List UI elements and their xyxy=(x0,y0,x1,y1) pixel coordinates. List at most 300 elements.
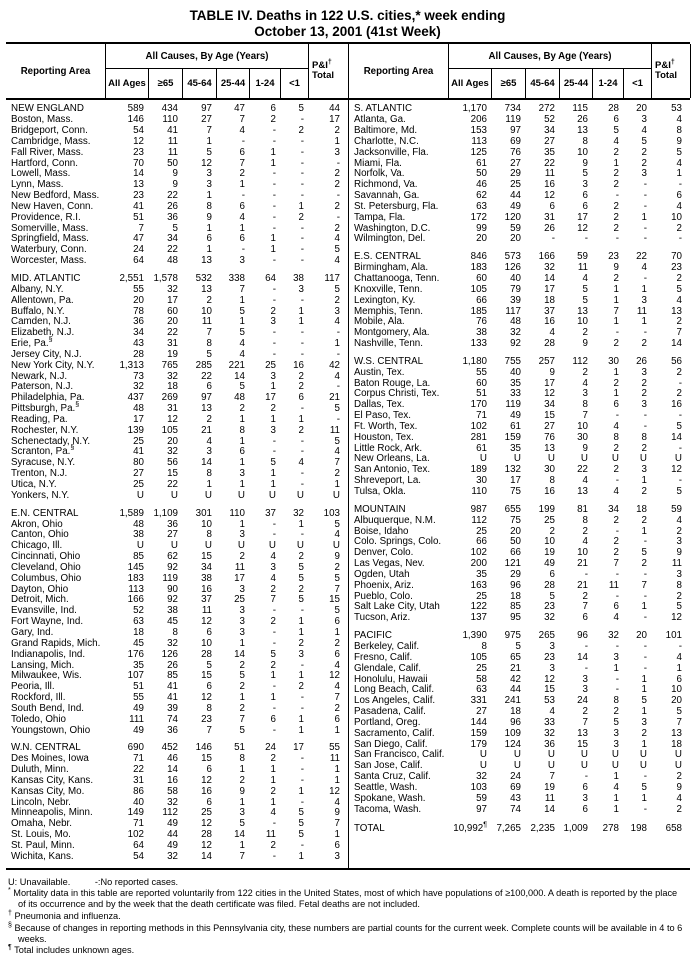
cell-value: 3 xyxy=(239,626,245,638)
cell-value: - xyxy=(272,605,276,617)
cell-value: 9 xyxy=(676,135,682,147)
cell-value: 36 xyxy=(167,518,178,530)
cell-value: 2 xyxy=(549,525,555,537)
city-name: Detroit, Mich. xyxy=(11,594,69,606)
cell-value: U xyxy=(580,453,588,465)
cell-value: 119 xyxy=(162,572,178,584)
cell-value: - xyxy=(300,114,304,126)
cell-value: 69 xyxy=(510,135,521,147)
cell-value: 16 xyxy=(201,583,212,595)
cell-value: U xyxy=(674,453,682,465)
cell-value: 6 xyxy=(239,200,245,212)
cell-value: - xyxy=(272,327,276,339)
cell-value: - xyxy=(643,662,647,674)
cell-value: 7,265 xyxy=(496,823,521,835)
cell-value: 6 xyxy=(334,713,340,725)
cell-value: 34 xyxy=(201,561,212,573)
cell-value: 1 xyxy=(334,724,340,736)
city-row xyxy=(6,256,348,267)
cell-value: 9 xyxy=(549,366,555,378)
cell-value: U xyxy=(639,760,647,772)
cell-value: 5 xyxy=(515,640,521,652)
cell-value: U xyxy=(479,760,487,772)
cell-value: 2 xyxy=(206,413,212,425)
cell-value: - xyxy=(300,764,304,776)
cell-value: 6 xyxy=(334,840,340,851)
cell-value: 183 xyxy=(127,572,144,584)
cell-value: 92 xyxy=(510,338,521,350)
cell-value: 74 xyxy=(510,803,521,815)
region-section xyxy=(349,505,690,624)
region-name: E.S. CENTRAL xyxy=(354,251,421,263)
cell-value: 12 xyxy=(201,818,212,830)
cell-value: - xyxy=(584,640,588,652)
city-name: Colo. Springs, Colo. xyxy=(354,536,442,548)
cell-value: 26 xyxy=(167,200,178,212)
cell-value: 55 xyxy=(133,283,144,295)
cell-value: 2 xyxy=(641,514,647,526)
cell-value: 41 xyxy=(133,200,144,212)
cell-value: 1 xyxy=(298,670,304,682)
cell-value: - xyxy=(300,403,304,415)
cell-value: 6 xyxy=(676,673,682,685)
cell-value: 75 xyxy=(510,486,521,497)
cell-value: 1 xyxy=(298,626,304,638)
cell-value: 5 xyxy=(298,103,304,115)
cell-value: 5 xyxy=(334,572,340,584)
cell-value: 25 xyxy=(544,514,555,526)
cell-value: 11 xyxy=(636,305,647,317)
col-lt1: <1 xyxy=(280,69,308,98)
cell-value: 49 xyxy=(167,818,178,830)
cell-value: - xyxy=(300,605,304,617)
cell-value: 64 xyxy=(133,840,144,851)
cell-value: 126 xyxy=(504,262,521,274)
cell-value: 4 xyxy=(582,272,588,284)
cell-value: - xyxy=(643,568,647,580)
city-name: Houston, Tex. xyxy=(354,431,414,443)
cell-value: 51 xyxy=(234,742,245,754)
cell-value: 20 xyxy=(510,233,521,245)
cell-value: 9 xyxy=(172,168,178,180)
cell-value: 8 xyxy=(172,626,178,638)
table-title xyxy=(0,0,695,39)
cell-value: 4 xyxy=(676,651,682,663)
cell-value: 153 xyxy=(470,125,487,136)
cell-value: 1 xyxy=(270,146,276,158)
city-row xyxy=(6,787,348,798)
cell-value: 1 xyxy=(206,479,212,490)
cell-value: U xyxy=(639,749,647,761)
cell-value: U xyxy=(580,760,588,772)
cell-value: 2 xyxy=(676,525,682,537)
city-name: South Bend, Ind. xyxy=(11,702,84,714)
cell-value: 44 xyxy=(510,190,521,202)
total-row xyxy=(349,824,690,835)
cell-value: 281 xyxy=(470,431,487,443)
cell-value: 8 xyxy=(206,529,212,541)
cell-value: 23 xyxy=(608,251,619,263)
cell-value: 110 xyxy=(162,114,178,126)
cell-value: 79 xyxy=(510,283,521,295)
cell-value: 112 xyxy=(162,807,178,819)
cell-value: 16 xyxy=(544,316,555,328)
cell-value: 2 xyxy=(641,442,647,454)
cell-value: 2,551 xyxy=(119,272,144,284)
deaths-table xyxy=(6,42,690,869)
cell-value: 32 xyxy=(167,370,178,382)
table-header-right xyxy=(349,44,690,100)
cell-value: 12 xyxy=(671,464,682,476)
cell-value: 13 xyxy=(671,305,682,317)
cell-value: 2 xyxy=(239,403,245,415)
cell-value: 16 xyxy=(201,785,212,797)
cell-value: 6 xyxy=(613,601,619,613)
city-name: Baton Rouge, La. xyxy=(354,377,431,389)
cell-value: 1 xyxy=(334,626,340,638)
cell-value: 2 xyxy=(613,272,619,284)
cell-value: 112 xyxy=(572,355,588,367)
cell-value: 241 xyxy=(504,695,521,707)
cell-value: - xyxy=(300,222,304,234)
cell-value: 63 xyxy=(133,616,144,628)
cell-value: - xyxy=(300,338,304,350)
cell-value: 39 xyxy=(510,294,521,306)
city-name: Honolulu, Hawaii xyxy=(354,673,428,685)
cell-value: - xyxy=(336,157,340,169)
cell-value: 42 xyxy=(329,359,340,371)
footnote-marker: ¶ xyxy=(8,944,12,952)
cell-value: 24 xyxy=(265,742,276,754)
cell-value: 8 xyxy=(549,475,555,487)
city-name: Rochester, N.Y. xyxy=(11,424,79,436)
cell-value: 3 xyxy=(206,446,212,458)
cell-value: 38 xyxy=(293,272,304,284)
cell-value: 25 xyxy=(234,594,245,606)
cell-value: 50 xyxy=(476,168,487,180)
city-row xyxy=(349,581,690,592)
cell-value: 19 xyxy=(544,781,555,793)
cell-value: - xyxy=(336,190,340,202)
cell-value: 2 xyxy=(613,179,619,191)
cell-value: 7 xyxy=(334,457,340,469)
cell-value: 31 xyxy=(544,211,555,223)
cell-value: 6 xyxy=(206,626,212,638)
cell-value: 6 xyxy=(613,399,619,411)
cell-value: 4 xyxy=(613,612,619,624)
cell-value: 5 xyxy=(334,283,340,295)
cell-value: - xyxy=(643,420,647,432)
city-name: Minneapolis, Minn. xyxy=(11,807,93,819)
cell-value: 10 xyxy=(544,536,555,548)
col-all-ages: All Ages xyxy=(108,77,146,89)
table-body-right xyxy=(349,100,690,840)
cell-value: 9 xyxy=(613,262,619,274)
cell-value: 122 xyxy=(470,601,487,613)
city-name: Charlotte, N.C. xyxy=(354,135,419,147)
cell-value: 110 xyxy=(471,486,487,497)
cell-value: 185 xyxy=(470,305,487,317)
city-name: El Paso, Tex. xyxy=(354,410,411,422)
cell-value: 14 xyxy=(201,850,212,862)
cell-value: 2 xyxy=(641,338,647,350)
cell-value: 2 xyxy=(298,211,304,223)
cell-value: 6 xyxy=(206,764,212,776)
region-section xyxy=(6,274,348,502)
city-name: Salt Lake City, Utah xyxy=(354,601,440,613)
cell-value: 6 xyxy=(206,381,212,393)
cell-value: 4 xyxy=(239,348,245,360)
cell-value: 59 xyxy=(476,792,487,804)
cell-value: 76 xyxy=(510,146,521,158)
cell-value: 51 xyxy=(476,388,487,400)
city-row xyxy=(6,726,348,737)
cell-value: 163 xyxy=(470,579,487,591)
cell-value: 36 xyxy=(133,316,144,328)
cell-value: 5 xyxy=(641,695,647,707)
cell-value: 1 xyxy=(641,601,647,613)
cell-value: 975 xyxy=(504,630,521,642)
cell-value: 55 xyxy=(133,692,144,704)
cell-value: - xyxy=(300,233,304,245)
cell-value: 32 xyxy=(544,612,555,624)
cell-value: 11 xyxy=(167,146,178,158)
cell-value: 23 xyxy=(133,190,144,202)
cell-value: - xyxy=(300,774,304,786)
cell-value: 15 xyxy=(329,594,340,606)
reporting-area-header: Reporting Area xyxy=(349,44,449,98)
cell-value: 2 xyxy=(239,659,245,671)
cell-value: 9 xyxy=(676,781,682,793)
cell-value: 7 xyxy=(270,594,276,606)
cell-value: 5 xyxy=(334,403,340,415)
city-name: San Antonio, Tex. xyxy=(354,464,431,476)
cell-value: - xyxy=(336,381,340,393)
cell-value: 11 xyxy=(329,753,340,765)
cell-value: 74 xyxy=(167,713,178,725)
cell-value: U xyxy=(332,540,340,552)
cell-value: 113 xyxy=(128,583,144,595)
cell-value: - xyxy=(584,771,588,783)
cell-value: 36 xyxy=(544,738,555,750)
cell-value: 2 xyxy=(334,294,340,306)
cell-value: 27 xyxy=(510,157,521,169)
city-row xyxy=(6,650,348,661)
cell-value: 5 xyxy=(334,518,340,530)
cell-value: 6 xyxy=(239,233,245,245)
cell-value: 4 xyxy=(334,233,340,245)
cell-value: 11 xyxy=(608,579,619,591)
cell-value: 2 xyxy=(582,525,588,537)
cell-value: 92 xyxy=(167,561,178,573)
cell-value: 1 xyxy=(239,294,245,306)
cell-value: 9 xyxy=(582,442,588,454)
cell-value: 6 xyxy=(582,781,588,793)
cell-value: - xyxy=(643,651,647,663)
col-1-24: 1-24 xyxy=(592,69,623,98)
cell-value: 2 xyxy=(613,464,619,476)
city-name: San Diego, Calif. xyxy=(354,738,428,750)
cell-value: 80 xyxy=(133,457,144,469)
cell-value: - xyxy=(272,222,276,234)
cell-value: 4 xyxy=(582,377,588,389)
col-25-44: 25-44 xyxy=(216,69,249,98)
cell-value: 7 xyxy=(582,716,588,728)
table-body-left xyxy=(6,100,348,867)
cell-value: 62 xyxy=(476,190,487,202)
cell-value: 3 xyxy=(641,294,647,306)
cell-value: 28 xyxy=(201,648,212,660)
cell-value: 3 xyxy=(549,662,555,674)
cell-value: 2 xyxy=(613,514,619,526)
cell-value: 18 xyxy=(167,381,178,393)
cell-value: - xyxy=(643,612,647,624)
city-name: Yonkers, N.Y. xyxy=(11,489,70,501)
cell-value: 146 xyxy=(195,742,212,754)
cell-value: 101 xyxy=(665,630,682,642)
cell-value: 26 xyxy=(577,114,588,126)
cell-value: 1 xyxy=(298,713,304,725)
cell-value: 9 xyxy=(582,338,588,350)
city-name: Canton, Ohio xyxy=(11,529,69,541)
cell-value: 5 xyxy=(676,420,682,432)
cell-value: 9 xyxy=(676,547,682,559)
cell-value: 17 xyxy=(544,377,555,389)
cell-value: 1 xyxy=(298,518,304,530)
cell-value: 18 xyxy=(671,738,682,750)
cell-value: 32 xyxy=(544,262,555,274)
cell-value: 2,235 xyxy=(530,823,555,835)
cell-value: 2 xyxy=(613,377,619,389)
city-name: Kansas City, Mo. xyxy=(11,785,85,797)
cell-value: 97 xyxy=(201,103,212,115)
cell-value: 846 xyxy=(470,251,487,263)
cell-value: 3 xyxy=(239,807,245,819)
cell-value: 14 xyxy=(167,764,178,776)
cell-value: - xyxy=(643,200,647,212)
cell-value: 36 xyxy=(167,211,178,223)
cell-value: 23 xyxy=(544,601,555,613)
cell-value: 3 xyxy=(206,168,212,180)
cell-value: - xyxy=(300,659,304,671)
cell-value: 1 xyxy=(613,294,619,306)
cell-value: 119 xyxy=(505,399,521,411)
cell-value: 1 xyxy=(613,283,619,295)
cell-value: 3 xyxy=(613,651,619,663)
city-name: New Orleans, La. xyxy=(354,453,430,465)
cell-value: 3 xyxy=(582,684,588,696)
reporting-area-header: Reporting Area xyxy=(6,44,106,98)
cell-value: - xyxy=(643,771,647,783)
cell-value: 48 xyxy=(510,316,521,328)
cell-value: 5 xyxy=(239,305,245,317)
cell-value: 117 xyxy=(505,305,521,317)
city-name: Milwaukee, Wis. xyxy=(11,670,82,682)
cell-value: 8 xyxy=(582,514,588,526)
city-name: Long Beach, Calif. xyxy=(354,684,435,696)
cell-value: 81 xyxy=(577,503,588,515)
cell-value: 21 xyxy=(577,558,588,570)
cell-value: 4 xyxy=(676,114,682,126)
cell-value: 55 xyxy=(476,366,487,378)
cell-value: 5 xyxy=(582,294,588,306)
city-row xyxy=(6,491,348,502)
cell-value: - xyxy=(643,272,647,284)
cell-value: 1 xyxy=(641,738,647,750)
cell-value: 34 xyxy=(133,327,144,339)
cell-value: 10 xyxy=(201,305,212,317)
city-row xyxy=(349,613,690,624)
cell-value: 206 xyxy=(470,114,487,126)
city-row xyxy=(349,729,690,740)
city-name: Scranton, Pa.§ xyxy=(11,445,75,458)
cell-value: - xyxy=(615,568,619,580)
cell-value: 3 xyxy=(239,468,245,480)
city-name: Bridgeport, Conn. xyxy=(11,125,88,136)
cell-value: 96 xyxy=(577,630,588,642)
cell-value: 8 xyxy=(206,702,212,714)
cell-value: 1 xyxy=(239,637,245,649)
cell-value: 48 xyxy=(133,518,144,530)
cell-value: 11 xyxy=(544,792,555,804)
city-name: Duluth, Minn. xyxy=(11,764,69,776)
cell-value: 5 xyxy=(206,348,212,360)
cell-value: 2 xyxy=(613,442,619,454)
cell-value: 1 xyxy=(334,135,340,147)
cell-value: 66 xyxy=(510,547,521,559)
cell-value: 2 xyxy=(270,403,276,415)
cell-value: 17 xyxy=(265,392,276,404)
cell-value: 32 xyxy=(510,327,521,339)
cell-value: 2 xyxy=(676,771,682,783)
cell-value: 5 xyxy=(676,146,682,158)
cell-value: 3 xyxy=(641,464,647,476)
cell-value: 5 xyxy=(676,706,682,718)
cell-value: 32 xyxy=(167,446,178,458)
cell-value: 4 xyxy=(582,475,588,487)
cell-value: - xyxy=(643,410,647,422)
cell-value: 3 xyxy=(239,583,245,595)
cell-value: 172 xyxy=(470,211,487,223)
cell-value: - xyxy=(272,446,276,458)
cell-value: U xyxy=(674,749,682,761)
cell-value: 2 xyxy=(270,114,276,126)
table-right-half xyxy=(348,44,690,867)
cell-value: - xyxy=(300,157,304,169)
cell-value: 1 xyxy=(298,850,304,862)
city-name: Cambridge, Mass. xyxy=(11,135,91,147)
cell-value: - xyxy=(272,435,276,447)
cell-value: 15 xyxy=(201,551,212,563)
cell-value: 17 xyxy=(234,572,245,584)
cell-value: 1 xyxy=(239,413,245,425)
cell-value: 2 xyxy=(298,551,304,563)
cell-value: 36 xyxy=(167,724,178,736)
cell-value: 3 xyxy=(334,305,340,317)
cell-value: 32 xyxy=(608,630,619,642)
city-name: Trenton, N.J. xyxy=(11,468,68,480)
city-name: Lowell, Mass. xyxy=(11,168,71,180)
cell-value: 39 xyxy=(167,702,178,714)
cell-value: 2 xyxy=(613,536,619,548)
cell-value: 11 xyxy=(201,316,212,328)
cell-value: 4 xyxy=(270,551,276,563)
cell-value: 2 xyxy=(613,146,619,158)
cell-value: - xyxy=(643,803,647,815)
cell-value: 1 xyxy=(239,518,245,530)
cell-value: 2 xyxy=(239,168,245,180)
cell-value: 5 xyxy=(172,222,178,234)
